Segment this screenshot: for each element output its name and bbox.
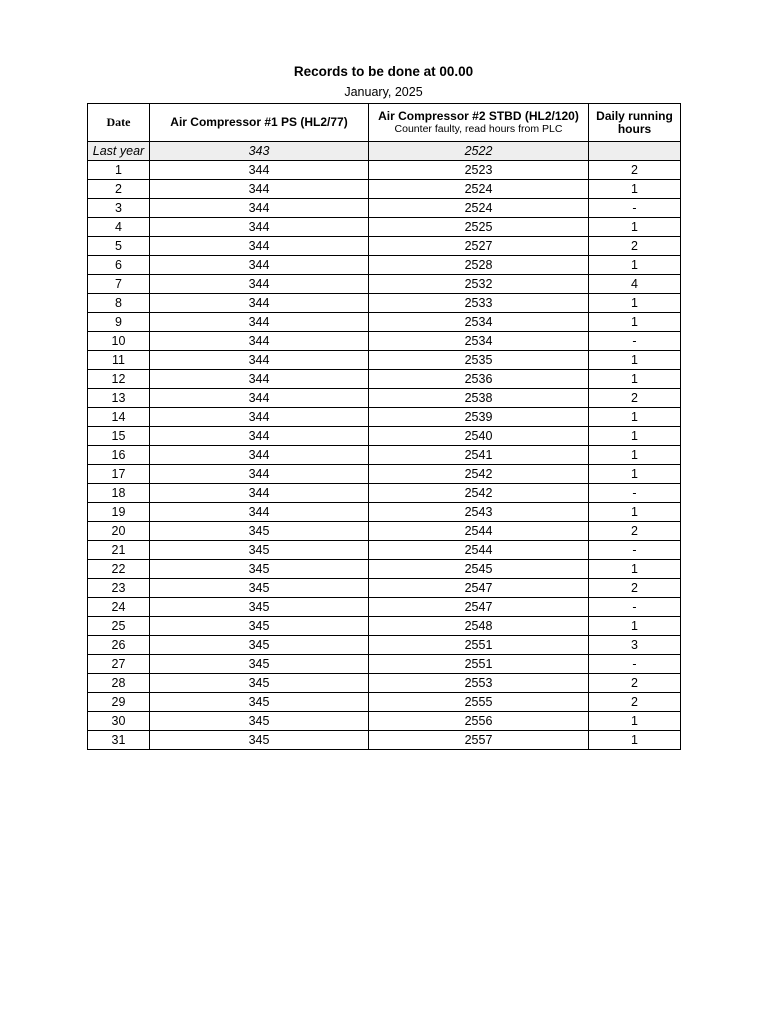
cell-date: 15	[88, 427, 150, 446]
cell-compressor-2: 2542	[369, 484, 589, 503]
cell-daily-hours: 2	[589, 579, 681, 598]
cell-compressor-1: 345	[150, 560, 369, 579]
cell-date: 13	[88, 389, 150, 408]
cell-compressor-1: 344	[150, 237, 369, 256]
cell-compressor-2: 2547	[369, 579, 589, 598]
cell-daily-hours: 1	[589, 617, 681, 636]
cell-compressor-1: 344	[150, 199, 369, 218]
table-row	[88, 199, 681, 218]
table-row	[88, 484, 681, 503]
cell-compressor-2: 2557	[369, 731, 589, 750]
table-row	[88, 161, 681, 180]
cell-daily-hours: -	[589, 332, 681, 351]
cell-date: 29	[88, 693, 150, 712]
cell-compressor-2: 2544	[369, 522, 589, 541]
cell-daily-hours: 2	[589, 237, 681, 256]
cell-daily-hours: 1	[589, 218, 681, 237]
cell-compressor-1: 344	[150, 484, 369, 503]
cell-daily-hours: -	[589, 598, 681, 617]
header-daily-hours-line1: Daily running	[596, 108, 673, 123]
cell-compressor-1: 345	[150, 579, 369, 598]
cell-compressor-2: 2527	[369, 237, 589, 256]
cell-compressor-1: 344	[150, 370, 369, 389]
table-row	[88, 180, 681, 199]
cell-date: 21	[88, 541, 150, 560]
table-row	[88, 408, 681, 427]
table-row	[88, 674, 681, 693]
cell-compressor-2: 2555	[369, 693, 589, 712]
cell-date: 17	[88, 465, 150, 484]
cell-compressor-2: 2538	[369, 389, 589, 408]
last-year-compressor-1: 343	[150, 142, 369, 161]
cell-compressor-1: 344	[150, 446, 369, 465]
cell-date: 28	[88, 674, 150, 693]
cell-daily-hours: 1	[589, 256, 681, 275]
cell-date: 19	[88, 503, 150, 522]
cell-compressor-2: 2545	[369, 560, 589, 579]
cell-compressor-2: 2528	[369, 256, 589, 275]
cell-compressor-2: 2547	[369, 598, 589, 617]
cell-date: 25	[88, 617, 150, 636]
cell-daily-hours: 1	[589, 446, 681, 465]
table-row	[88, 275, 681, 294]
cell-compressor-2: 2534	[369, 313, 589, 332]
table-row	[88, 332, 681, 351]
cell-daily-hours: 1	[589, 180, 681, 199]
cell-date: 10	[88, 332, 150, 351]
cell-compressor-1: 345	[150, 636, 369, 655]
cell-date: 30	[88, 712, 150, 731]
cell-compressor-2: 2548	[369, 617, 589, 636]
last-year-row	[88, 142, 681, 161]
cell-date: 11	[88, 351, 150, 370]
cell-compressor-2: 2524	[369, 199, 589, 218]
cell-compressor-2: 2534	[369, 332, 589, 351]
table-row	[88, 427, 681, 446]
cell-compressor-2: 2542	[369, 465, 589, 484]
table-body	[88, 142, 681, 750]
cell-compressor-2: 2543	[369, 503, 589, 522]
cell-date: 20	[88, 522, 150, 541]
cell-compressor-1: 344	[150, 351, 369, 370]
cell-compressor-2: 2539	[369, 408, 589, 427]
cell-date: 8	[88, 294, 150, 313]
cell-daily-hours: 1	[589, 560, 681, 579]
cell-compressor-1: 345	[150, 541, 369, 560]
cell-daily-hours: 1	[589, 294, 681, 313]
cell-compressor-1: 345	[150, 712, 369, 731]
cell-daily-hours: 1	[589, 731, 681, 750]
cell-compressor-2: 2541	[369, 446, 589, 465]
table-row	[88, 237, 681, 256]
table-row	[88, 617, 681, 636]
header-daily-hours	[589, 104, 681, 142]
header-compressor-2	[369, 104, 589, 142]
table-row	[88, 579, 681, 598]
cell-compressor-1: 344	[150, 256, 369, 275]
table-row	[88, 522, 681, 541]
cell-compressor-1: 344	[150, 294, 369, 313]
page-subtitle: January, 2025	[344, 85, 423, 99]
table-row	[88, 351, 681, 370]
cell-compressor-1: 344	[150, 332, 369, 351]
table-row	[88, 598, 681, 617]
table-row	[88, 465, 681, 484]
cell-daily-hours: -	[589, 541, 681, 560]
cell-daily-hours: 4	[589, 275, 681, 294]
cell-date: 4	[88, 218, 150, 237]
cell-compressor-1: 345	[150, 674, 369, 693]
cell-compressor-1: 345	[150, 693, 369, 712]
cell-compressor-2: 2551	[369, 655, 589, 674]
cell-date: 9	[88, 313, 150, 332]
cell-daily-hours: -	[589, 655, 681, 674]
cell-daily-hours: 1	[589, 351, 681, 370]
cell-date: 2	[88, 180, 150, 199]
cell-compressor-1: 345	[150, 617, 369, 636]
cell-daily-hours: 3	[589, 636, 681, 655]
cell-daily-hours: 1	[589, 465, 681, 484]
cell-compressor-1: 345	[150, 598, 369, 617]
header-compressor-1: Air Compressor #1 PS (HL2/77)	[150, 104, 369, 142]
cell-date: 18	[88, 484, 150, 503]
cell-compressor-1: 344	[150, 503, 369, 522]
header-daily-hours-line2: hours	[617, 121, 652, 136]
cell-date: 7	[88, 275, 150, 294]
cell-daily-hours: -	[589, 199, 681, 218]
cell-daily-hours: 1	[589, 370, 681, 389]
cell-compressor-1: 344	[150, 161, 369, 180]
cell-date: 3	[88, 199, 150, 218]
cell-date: 26	[88, 636, 150, 655]
cell-daily-hours: 2	[589, 522, 681, 541]
cell-date: 22	[88, 560, 150, 579]
cell-compressor-2: 2532	[369, 275, 589, 294]
cell-daily-hours: 1	[589, 712, 681, 731]
cell-compressor-1: 344	[150, 465, 369, 484]
cell-daily-hours: 2	[589, 389, 681, 408]
cell-compressor-2: 2544	[369, 541, 589, 560]
table-row	[88, 560, 681, 579]
header-compressor-2-label: Air Compressor #2 STBD (HL2/120)	[378, 109, 579, 123]
cell-date: 5	[88, 237, 150, 256]
cell-compressor-2: 2556	[369, 712, 589, 731]
page-title: Records to be done at 00.00	[293, 64, 474, 79]
cell-compressor-2: 2540	[369, 427, 589, 446]
cell-daily-hours: 1	[589, 408, 681, 427]
header-row	[88, 104, 681, 142]
table-header	[88, 104, 681, 142]
cell-compressor-1: 344	[150, 408, 369, 427]
table-row	[88, 256, 681, 275]
table-row	[88, 693, 681, 712]
cell-compressor-2: 2523	[369, 161, 589, 180]
cell-date: 6	[88, 256, 150, 275]
header-compressor-2-note: Counter faulty, read hours from PLC	[394, 123, 563, 135]
cell-compressor-1: 344	[150, 218, 369, 237]
table-row	[88, 446, 681, 465]
cell-compressor-1: 344	[150, 180, 369, 199]
cell-compressor-2: 2553	[369, 674, 589, 693]
cell-daily-hours: -	[589, 484, 681, 503]
table-row	[88, 389, 681, 408]
last-year-label: Last year	[88, 142, 150, 161]
cell-daily-hours: 1	[589, 313, 681, 332]
last-year-compressor-2: 2522	[369, 142, 589, 161]
table-row	[88, 712, 681, 731]
cell-daily-hours: 1	[589, 503, 681, 522]
table-row	[88, 294, 681, 313]
table-row	[88, 636, 681, 655]
cell-compressor-2: 2525	[369, 218, 589, 237]
cell-date: 16	[88, 446, 150, 465]
cell-date: 12	[88, 370, 150, 389]
cell-daily-hours: 1	[589, 427, 681, 446]
cell-compressor-2: 2535	[369, 351, 589, 370]
cell-compressor-1: 345	[150, 522, 369, 541]
table-row	[88, 655, 681, 674]
table-row	[88, 503, 681, 522]
cell-compressor-2: 2524	[369, 180, 589, 199]
last-year-daily	[589, 142, 681, 161]
cell-daily-hours: 2	[589, 161, 681, 180]
cell-compressor-1: 345	[150, 731, 369, 750]
cell-date: 23	[88, 579, 150, 598]
cell-compressor-1: 344	[150, 427, 369, 446]
cell-compressor-1: 345	[150, 655, 369, 674]
table-row	[88, 370, 681, 389]
cell-compressor-2: 2536	[369, 370, 589, 389]
cell-date: 31	[88, 731, 150, 750]
cell-compressor-1: 344	[150, 275, 369, 294]
cell-daily-hours: 2	[589, 674, 681, 693]
cell-date: 14	[88, 408, 150, 427]
cell-compressor-2: 2551	[369, 636, 589, 655]
table-row	[88, 731, 681, 750]
header-date: Date	[88, 104, 150, 142]
cell-date: 1	[88, 161, 150, 180]
table-row	[88, 313, 681, 332]
table-row	[88, 541, 681, 560]
records-table	[87, 103, 681, 750]
cell-date: 27	[88, 655, 150, 674]
cell-compressor-1: 344	[150, 313, 369, 332]
cell-date: 24	[88, 598, 150, 617]
cell-compressor-1: 344	[150, 389, 369, 408]
cell-daily-hours: 2	[589, 693, 681, 712]
cell-compressor-2: 2533	[369, 294, 589, 313]
table-row	[88, 218, 681, 237]
